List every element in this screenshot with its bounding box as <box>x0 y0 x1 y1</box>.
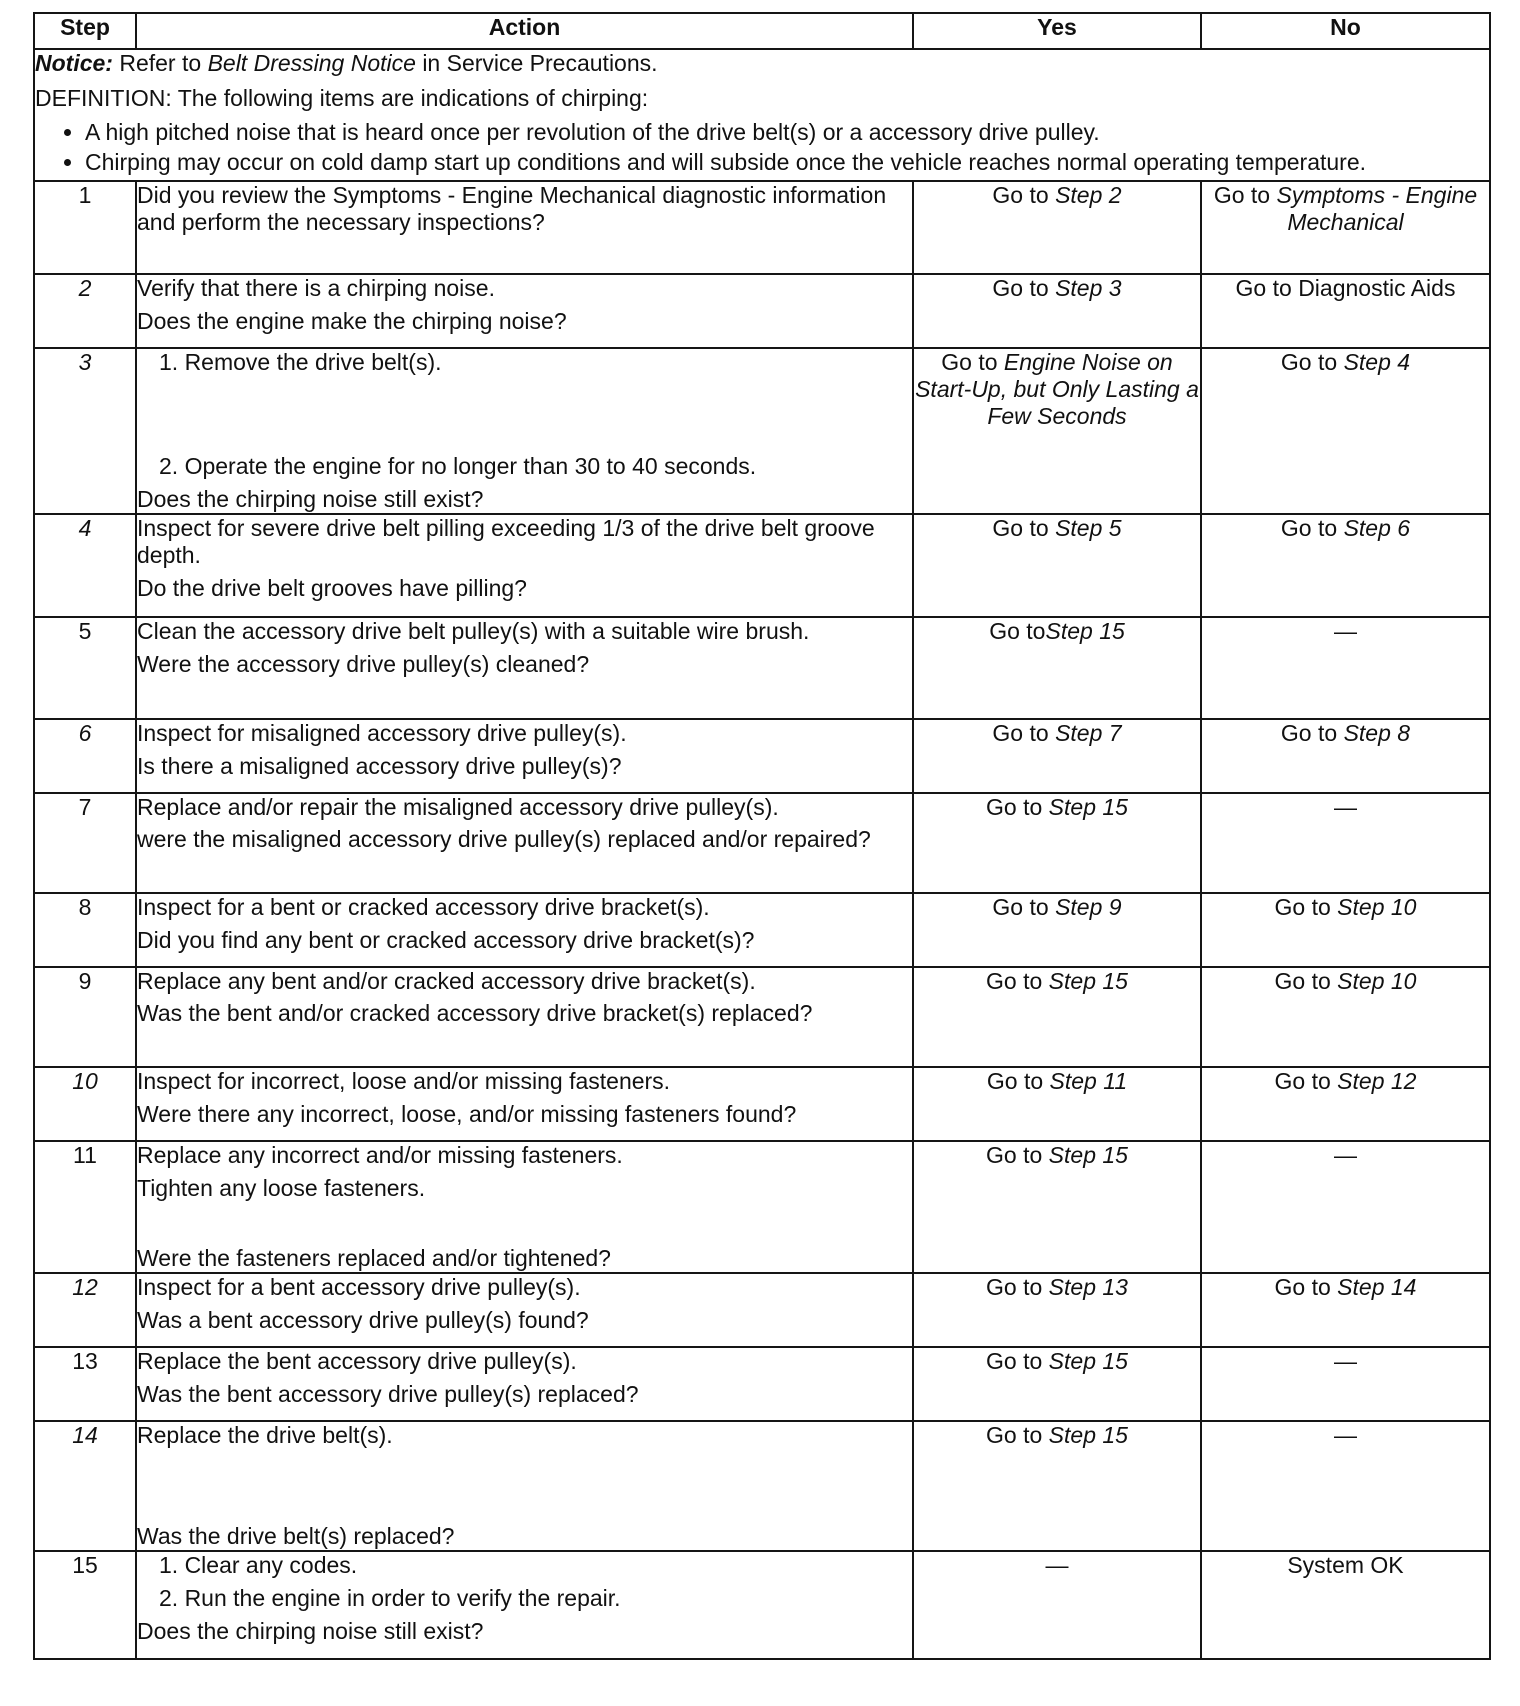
yes-cell <box>913 1067 1201 1141</box>
step-number: 7 <box>34 793 136 893</box>
no-ref: Step 12 <box>1337 1068 1417 1094</box>
yes-prefix: Go to <box>986 794 1043 820</box>
no-ref: Step 8 <box>1343 720 1411 746</box>
no-ref: Step 4 <box>1343 349 1411 375</box>
yes-cell <box>913 793 1201 893</box>
action-question: Were the fasteners replaced and/or tightened? <box>137 1245 611 1271</box>
no-prefix: Go to <box>1274 894 1331 920</box>
yes-ref: Step 15 <box>1045 618 1125 644</box>
action-question: Did you find any bent or cracked accessory drive bracket(s)? <box>137 927 755 953</box>
yes-cell <box>913 181 1201 274</box>
step-number: 5 <box>34 617 136 719</box>
yes-cell <box>913 348 1201 514</box>
yes-cell <box>913 274 1201 348</box>
no-cell <box>1201 348 1490 514</box>
step-number: 15 <box>34 1551 136 1659</box>
definition-list <box>35 120 1489 174</box>
action-cell <box>136 274 913 348</box>
header-yes: Yes <box>913 13 1201 49</box>
action-text: Replace the bent accessory drive pulley(s). <box>137 1348 577 1374</box>
yes-ref: Step 7 <box>1055 720 1122 746</box>
yes-prefix: Go to <box>986 1348 1043 1374</box>
no-cell <box>1201 967 1490 1067</box>
definition-text: DEFINITION: The following items are indications of chirping: <box>35 85 649 111</box>
diagnostic-table <box>33 12 1491 1660</box>
action-question: Is there a misaligned accessory drive pulley(s)? <box>137 753 622 779</box>
action-cell <box>136 181 913 274</box>
action-text: 1. Remove the drive belt(s). <box>159 349 442 375</box>
action-cell <box>136 617 913 719</box>
yes-prefix: Go to <box>986 1068 1044 1094</box>
no-cell: — <box>1201 1347 1490 1421</box>
action-cell <box>136 1421 913 1551</box>
step-number: 14 <box>34 1421 136 1551</box>
step-number: 1 <box>34 181 136 274</box>
no-prefix: Go to <box>1274 1274 1331 1300</box>
action-cell <box>136 719 913 793</box>
table-header-row <box>34 13 1490 49</box>
yes-ref: Step 15 <box>1048 794 1128 820</box>
definition-bullet: • A high pitched noise that is heard once per revolution of the drive belt(s) or a accessory drive pulley. <box>85 120 1489 144</box>
step-number: 11 <box>34 1141 136 1273</box>
action-text: Inspect for a bent accessory drive pulley(s). <box>137 1274 581 1300</box>
no-prefix: Go to <box>1280 349 1338 375</box>
step-number: 3 <box>34 348 136 514</box>
yes-cell <box>913 1421 1201 1551</box>
no-cell <box>1201 1273 1490 1347</box>
notice-row <box>34 49 1490 181</box>
action-text: Replace the drive belt(s). <box>137 1422 393 1448</box>
yes-ref: Step 2 <box>1055 182 1122 208</box>
notice-label: Notice: <box>35 50 113 76</box>
yes-ref: Step 15 <box>1048 968 1128 994</box>
definition-bullet: • Chirping may occur on cold damp start up conditions and will subside once the vehicle reaches normal operating temperature. <box>85 150 1489 174</box>
yes-prefix: Go to <box>992 515 1049 541</box>
table-row <box>34 967 1490 1067</box>
yes-ref: Step 11 <box>1049 1068 1128 1094</box>
notice-line <box>35 50 1489 77</box>
action-question: Was the bent and/or cracked accessory drive bracket(s) replaced? <box>137 1000 813 1026</box>
yes-cell <box>913 719 1201 793</box>
header-action: Action <box>136 13 913 49</box>
table-row <box>34 1347 1490 1421</box>
no-ref: Step 10 <box>1337 894 1417 920</box>
action-cell <box>136 893 913 967</box>
no-cell: System OK <box>1201 1551 1490 1659</box>
no-prefix: Go to <box>1280 515 1338 541</box>
yes-cell <box>913 967 1201 1067</box>
table-row <box>34 514 1490 617</box>
no-cell: — <box>1201 793 1490 893</box>
action-cell <box>136 1141 913 1273</box>
no-cell <box>1201 514 1490 617</box>
no-cell: — <box>1201 1141 1490 1273</box>
action-cell <box>136 1067 913 1141</box>
action-text: 2. Operate the engine for no longer than 30 to 40 seconds. <box>159 453 757 479</box>
table-row <box>34 893 1490 967</box>
yes-cell <box>913 617 1201 719</box>
yes-prefix: Go to <box>986 1274 1043 1300</box>
yes-ref: Step 13 <box>1048 1274 1128 1300</box>
no-prefix: Go to <box>1274 968 1331 994</box>
action-text: Inspect for a bent or cracked accessory drive bracket(s). <box>137 894 710 920</box>
step-number: 10 <box>34 1067 136 1141</box>
table-row <box>34 617 1490 719</box>
action-text: Replace any bent and/or cracked accessory drive bracket(s). <box>137 968 756 994</box>
action-question: Was the bent accessory drive pulley(s) replaced? <box>137 1381 639 1407</box>
yes-ref: Step 9 <box>1055 894 1122 920</box>
action-cell <box>136 967 913 1067</box>
action-cell <box>136 793 913 893</box>
step-number: 13 <box>34 1347 136 1421</box>
yes-cell <box>913 1347 1201 1421</box>
no-ref: Step 10 <box>1337 968 1417 994</box>
yes-prefix: Go to <box>992 894 1049 920</box>
table-row <box>34 181 1490 274</box>
action-text: 1. Clear any codes. <box>159 1552 358 1578</box>
table-row <box>34 719 1490 793</box>
step-number: 12 <box>34 1273 136 1347</box>
table-row <box>34 793 1490 893</box>
no-prefix: Go to <box>1274 1068 1331 1094</box>
table-row <box>34 274 1490 348</box>
table-row <box>34 1273 1490 1347</box>
no-prefix: Go to <box>1213 182 1271 208</box>
step-number: 9 <box>34 967 136 1067</box>
table-row <box>34 1141 1490 1273</box>
action-cell <box>136 1273 913 1347</box>
table-row <box>34 348 1490 514</box>
action-cell <box>136 1551 913 1659</box>
action-question: Does the chirping noise still exist? <box>137 1618 484 1644</box>
no-cell: — <box>1201 617 1490 719</box>
action-text: Clean the accessory drive belt pulley(s) with a suitable wire brush. <box>137 618 810 644</box>
yes-prefix: Go to <box>986 1142 1043 1168</box>
header-step: Step <box>34 13 136 49</box>
action-question: Was the drive belt(s) replaced? <box>137 1523 455 1549</box>
action-text: Inspect for incorrect, loose and/or missing fasteners. <box>137 1068 671 1094</box>
yes-ref: Step 15 <box>1048 1422 1128 1448</box>
action-question: Were there any incorrect, loose, and/or missing fasteners found? <box>137 1101 797 1127</box>
action-cell <box>136 348 913 514</box>
table-row <box>34 1551 1490 1659</box>
action-text: Replace any incorrect and/or missing fasteners. <box>137 1142 623 1168</box>
yes-ref: Step 15 <box>1048 1142 1128 1168</box>
no-ref: Step 14 <box>1337 1274 1417 1300</box>
table-row <box>34 1421 1490 1551</box>
step-number: 4 <box>34 514 136 617</box>
action-cell <box>136 1347 913 1421</box>
action-cell <box>136 514 913 617</box>
table-row <box>34 1067 1490 1141</box>
yes-ref: Engine Noise on Start-Up, but Only Lasting a Few Seconds <box>915 349 1199 429</box>
action-text: Verify that there is a chirping noise. <box>137 275 495 301</box>
step-number: 6 <box>34 719 136 793</box>
action-question: Does the engine make the chirping noise? <box>137 308 567 334</box>
yes-ref: Step 15 <box>1048 1348 1128 1374</box>
yes-prefix: Go to <box>989 618 1046 644</box>
yes-ref: Step 5 <box>1055 515 1122 541</box>
yes-cell <box>913 1273 1201 1347</box>
header-no: No <box>1201 13 1490 49</box>
action-question: Were the accessory drive pulley(s) cleaned? <box>137 651 590 677</box>
no-cell <box>1201 181 1490 274</box>
action-text: Inspect for misaligned accessory drive pulley(s). <box>137 720 627 746</box>
no-prefix: Go to <box>1280 720 1338 746</box>
action-text: Replace and/or repair the misaligned accessory drive pulley(s). <box>137 794 779 820</box>
action-text: 2. Run the engine in order to verify the repair. <box>159 1585 621 1611</box>
yes-cell: — <box>913 1551 1201 1659</box>
diagnostic-page <box>33 12 1489 1660</box>
notice-link: Belt Dressing Notice <box>207 50 416 76</box>
notice-cell <box>34 49 1490 181</box>
action-question: were the misaligned accessory drive pulley(s) replaced and/or repaired? <box>137 826 871 852</box>
yes-prefix: Go to <box>992 720 1049 746</box>
notice-suffix: in Service Precautions. <box>422 50 658 76</box>
yes-prefix: Go to <box>992 275 1049 301</box>
no-cell: — <box>1201 1421 1490 1551</box>
notice-prefix: Refer to <box>119 50 202 76</box>
no-cell: Go to Diagnostic Aids <box>1201 274 1490 348</box>
step-number: 2 <box>34 274 136 348</box>
action-text: Tighten any loose fasteners. <box>137 1175 426 1201</box>
yes-prefix: Go to <box>941 349 998 375</box>
yes-prefix: Go to <box>992 182 1049 208</box>
action-text: Did you review the Symptoms - Engine Mechanical diagnostic information and perform the necessary inspections? <box>137 182 887 235</box>
yes-cell <box>913 1141 1201 1273</box>
yes-cell <box>913 893 1201 967</box>
yes-cell <box>913 514 1201 617</box>
yes-prefix: Go to <box>986 968 1043 994</box>
action-text: Inspect for severe drive belt pilling exceeding 1/3 of the drive belt groove depth. <box>137 515 875 568</box>
action-question: Does the chirping noise still exist? <box>137 486 484 512</box>
no-cell <box>1201 1067 1490 1141</box>
step-number: 8 <box>34 893 136 967</box>
yes-prefix: Go to <box>986 1422 1043 1448</box>
no-ref: Step 6 <box>1343 515 1411 541</box>
yes-ref: Step 3 <box>1055 275 1122 301</box>
action-question: Do the drive belt grooves have pilling? <box>137 575 527 601</box>
action-question: Was a bent accessory drive pulley(s) found? <box>137 1307 589 1333</box>
no-cell <box>1201 893 1490 967</box>
no-cell <box>1201 719 1490 793</box>
no-ref: Symptoms - Engine Mechanical <box>1276 182 1478 235</box>
